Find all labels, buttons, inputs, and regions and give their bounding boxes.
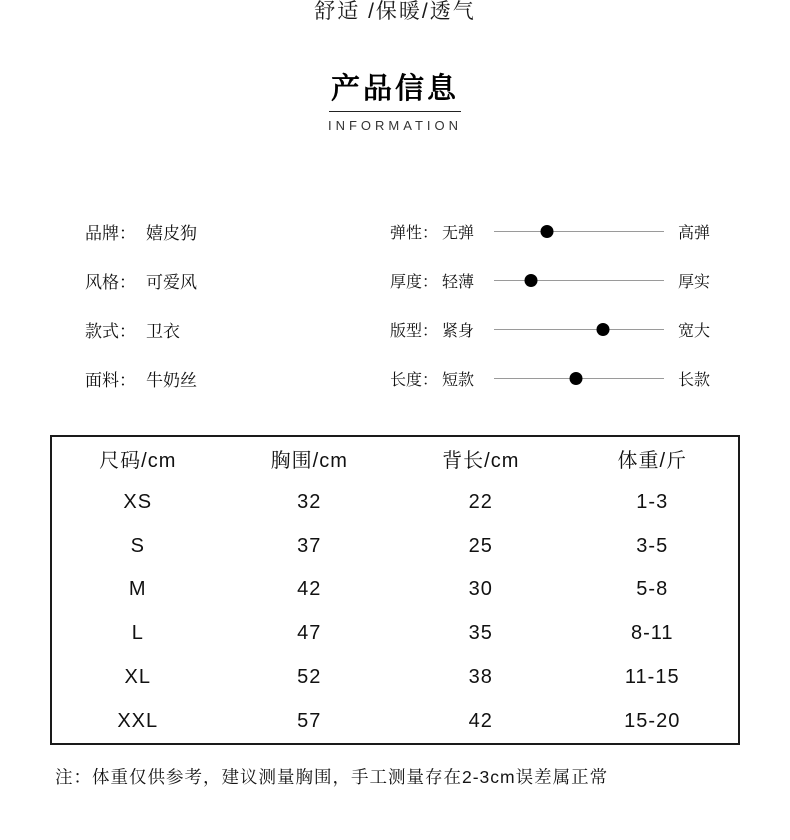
slider-list xyxy=(390,207,710,403)
slider-label: 版型： xyxy=(390,323,439,340)
attribute-row-brand xyxy=(85,207,197,256)
slider-right-label: 宽大 xyxy=(678,323,711,340)
attribute-label: 款式： xyxy=(85,322,136,341)
attribute-value: 可爱风 xyxy=(146,273,197,292)
size-cell: M xyxy=(128,578,147,601)
size-cell: 42 xyxy=(468,709,493,732)
size-col-header: 体重/斤 xyxy=(617,450,688,473)
slider-row-elasticity xyxy=(390,207,710,256)
size-cell: 52 xyxy=(297,665,322,688)
slider-dot xyxy=(569,372,582,385)
slider-row-thickness xyxy=(390,256,710,305)
attribute-row-fabric xyxy=(85,354,197,403)
size-cell: 37 xyxy=(297,534,322,557)
size-grid xyxy=(52,437,738,743)
size-cell: 1-3 xyxy=(636,491,669,514)
slider-dot xyxy=(525,274,538,287)
slider-track xyxy=(494,231,664,232)
size-cell: XXL xyxy=(117,709,159,732)
size-col-header: 胸围/cm xyxy=(270,450,348,473)
size-cell: 35 xyxy=(468,622,493,645)
size-cell: 3-5 xyxy=(636,534,669,557)
slider-left-label: 无弹 xyxy=(442,225,475,242)
size-cell: XS xyxy=(123,491,153,514)
slider-dot xyxy=(540,225,553,238)
size-cell: XL xyxy=(124,665,151,688)
size-col-header: 尺码/cm xyxy=(99,450,177,473)
page-title: 产品信息 xyxy=(330,73,459,105)
size-cell: 15-20 xyxy=(624,709,681,732)
attribute-row-type xyxy=(85,305,197,354)
slider-label: 弹性： xyxy=(390,225,439,242)
page-subtitle: INFORMATION xyxy=(327,118,463,133)
size-cell: 57 xyxy=(297,709,322,732)
attribute-value: 卫衣 xyxy=(146,322,180,341)
size-cell: 47 xyxy=(297,622,322,645)
slider-right-label: 厚实 xyxy=(678,274,711,291)
attribute-list xyxy=(85,207,197,403)
size-cell: 5-8 xyxy=(636,578,669,601)
attribute-value: 嬉皮狗 xyxy=(146,224,197,243)
attribute-label: 品牌： xyxy=(85,224,136,243)
slider-left-label: 轻薄 xyxy=(442,274,475,291)
attribute-row-style xyxy=(85,256,197,305)
size-table xyxy=(50,435,740,745)
top-tagline: 舒适 /保暖/透气 xyxy=(314,0,476,23)
size-cell: S xyxy=(130,534,145,557)
title-divider xyxy=(329,111,461,112)
size-cell: 25 xyxy=(468,534,493,557)
slider-dot xyxy=(596,323,609,336)
slider-left-label: 短款 xyxy=(442,372,475,389)
slider-row-length xyxy=(390,354,710,403)
attribute-label: 风格： xyxy=(85,273,136,292)
note-text: 注：体重仅供参考，建议测量胸围，手工测量存在2-3cm误差属正常 xyxy=(55,767,609,787)
size-cell: 32 xyxy=(297,491,322,514)
attribute-value: 牛奶丝 xyxy=(146,371,197,390)
attribute-label: 面料： xyxy=(85,371,136,390)
slider-track xyxy=(494,329,664,330)
size-cell: 11-15 xyxy=(624,665,680,688)
size-col-header: 背长/cm xyxy=(442,450,520,473)
slider-label: 长度： xyxy=(390,372,439,389)
size-cell: L xyxy=(131,622,144,645)
slider-row-fit xyxy=(390,305,710,354)
size-cell: 42 xyxy=(297,578,322,601)
size-cell: 38 xyxy=(468,665,493,688)
slider-right-label: 长款 xyxy=(678,372,711,389)
slider-right-label: 高弹 xyxy=(678,225,711,242)
size-cell: 22 xyxy=(468,491,493,514)
slider-left-label: 紧身 xyxy=(442,323,475,340)
slider-label: 厚度： xyxy=(390,274,439,291)
slider-track xyxy=(494,280,664,281)
size-cell: 8-11 xyxy=(630,622,674,645)
slider-track xyxy=(494,378,664,379)
size-cell: 30 xyxy=(468,578,493,601)
